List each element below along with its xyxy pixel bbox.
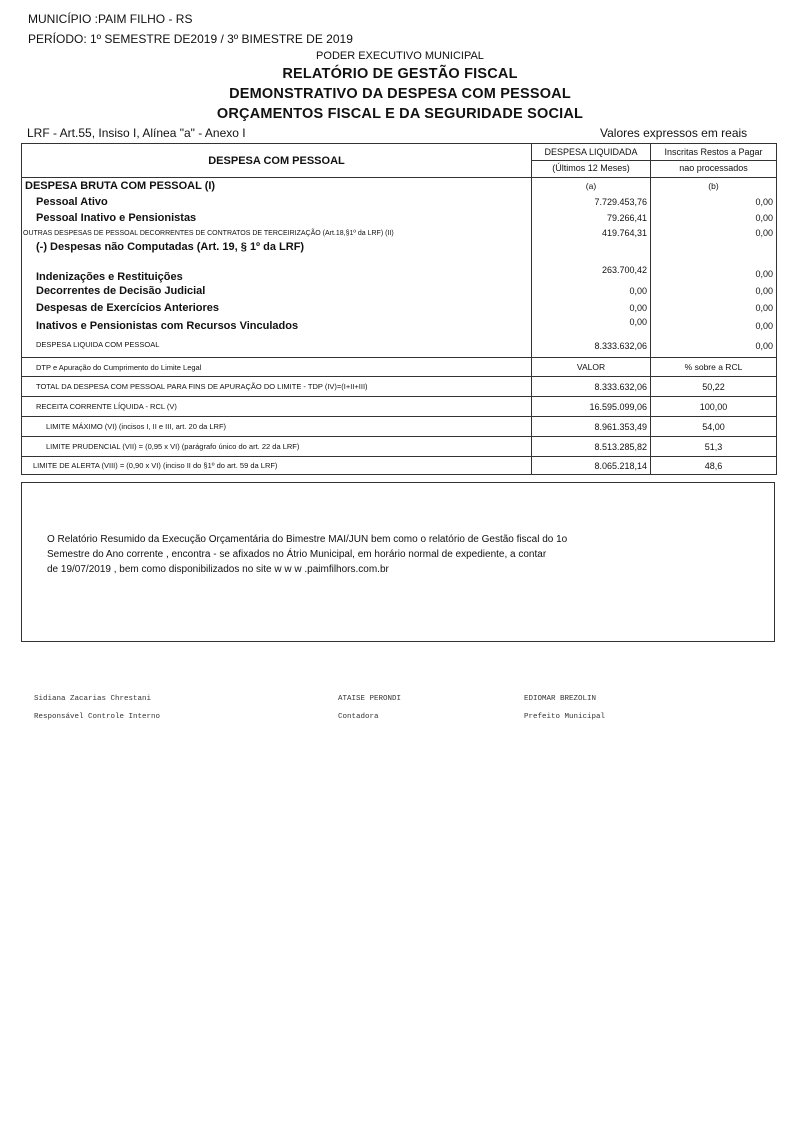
row-value-a: 0,00 [532,283,651,300]
row-value-a: 0,00 [532,300,651,317]
limit-label: RECEITA CORRENTE LÍQUIDA - RCL (V) [22,397,532,417]
dtp-header-row [22,358,777,377]
row-value-b: 0,00 [651,226,777,241]
row-value-a: 419.764,31 [532,226,651,241]
periodo-label: PERÍODO: 1º SEMESTRE DE2019 / 3º BIMESTRE DE 2019 [28,32,353,46]
col2-line1: DESPESA LIQUIDADA [544,147,638,157]
limit-valor: 8.065.218,14 [532,457,651,475]
table-header-row [22,144,777,178]
dtp-valor-header: VALOR [532,358,651,377]
row-label: Inativos e Pensionistas com Recursos Vinculados [22,317,532,336]
limit-row [22,437,777,457]
row-label: Indenizações e Restituições [22,265,532,283]
col3-line2: nao processados [651,160,776,176]
row-value-b: 0,00 [651,210,777,226]
signature-role-prefeito: Prefeito Municipal [524,713,606,721]
signature-name-prefeito: EDIOMAR BREZOLIN [524,695,597,703]
table-row [22,283,777,300]
row-value-b: 0,00 [651,336,777,358]
empty-cell [651,241,777,265]
table-row [22,210,777,226]
empty-cell [532,241,651,265]
row-value-b: 0,00 [651,283,777,300]
row-value-a: 0,00 [532,317,651,336]
limit-row [22,417,777,437]
signature-role-contadora: Contadora [338,713,379,721]
values-note: Valores expressos em reais [600,126,748,140]
row-label: OUTRAS DESPESAS DE PESSOAL DECORRENTES DE CONTRATOS DE TERCEIRIZAÇÃO (Art.18,§1º da LRF) (II) [22,226,532,241]
row-value-b: 0,00 [651,317,777,336]
table-row [22,336,777,358]
limit-pct: 50,22 [651,377,777,397]
row-label: DESPESA LIQUIDA COM PESSOAL [22,336,532,358]
signature-name-controle: Sidiana Zacarias Chrestani [34,695,152,703]
row-value-b: 0,00 [651,265,777,283]
limit-valor: 8.333.632,06 [532,377,651,397]
signature-name-contadora: ATAISE PERONDI [338,695,402,703]
row-label: Pessoal Inativo e Pensionistas [22,210,532,226]
dtp-label: DTP e Apuração do Cumprimento do Limite Legal [22,358,532,377]
row-label: DESPESA BRUTA COM PESSOAL (I) [22,178,532,194]
limit-row [22,457,777,475]
signature-role-controle: Responsável Controle Interno [34,713,161,721]
row-value-a: 7.729.453,76 [532,194,651,210]
col3-tag: (b) [651,178,777,194]
limit-label: LIMITE DE ALERTA (VIII) = (0,90 x VI) (inciso II do §1º do art. 59 da LRF) [22,457,532,475]
note-line: Semestre do Ano corrente , encontra - se afixados no Átrio Municipal, em horário normal de expediente, a contar [47,549,547,560]
row-label: Despesas de Exercícios Anteriores [22,300,532,317]
limit-pct: 51,3 [651,437,777,457]
col-header-despesa: DESPESA COM PESSOAL [22,144,532,178]
note-text [47,532,647,577]
table-row [22,178,777,194]
col3-line1: Inscritas Restos a Pagar [664,147,763,157]
limit-valor: 8.961.353,49 [532,417,651,437]
col2-line2: (Últimos 12 Meses) [532,160,650,176]
limit-label: LIMITE MÁXIMO (VI) (incisos I, II e III, art. 20 da LRF) [22,417,532,437]
dtp-pct-header: % sobre a RCL [651,358,777,377]
expense-table [21,143,777,475]
row-value-a: 263.700,42 [532,265,651,283]
lrf-reference: LRF - Art.55, Insiso I, Alínea "a" - Anexo I [27,126,246,140]
limit-label: TOTAL DA DESPESA COM PESSOAL PARA FINS DE APURAÇÃO DO LIMITE - TDP (IV)=(I+II+III) [22,377,532,397]
table-row [22,317,777,336]
table-row [22,300,777,317]
table-row [22,194,777,210]
note-line: de 19/07/2019 , bem como disponibilizados no site w w w .paimfilhors.com.br [47,564,389,575]
row-value-a: 79.266,41 [532,210,651,226]
limit-valor: 8.513.285,82 [532,437,651,457]
row-value-b: 0,00 [651,300,777,317]
row-label: Pessoal Ativo [22,194,532,210]
limit-pct: 48,6 [651,457,777,475]
row-value-b: 0,00 [651,194,777,210]
note-line: O Relatório Resumido da Execução Orçamentária do Bimestre MAI/JUN bem como o relatório de Gestão fiscal do 1o [47,534,568,545]
col2-tag: (a) [532,178,651,194]
municipio-label: MUNICÍPIO :PAIM FILHO - RS [28,12,193,26]
poder-label: PODER EXECUTIVO MUNICIPAL [316,50,484,62]
limit-row [22,377,777,397]
report-subtitle: DEMONSTRATIVO DA DESPESA COM PESSOAL [229,86,571,102]
limit-valor: 16.595.099,06 [532,397,651,417]
limit-label: LIMITE PRUDENCIAL (VII) = (0,95 x VI) (parágrafo único do art. 22 da LRF) [22,437,532,457]
limit-pct: 54,00 [651,417,777,437]
table-row [22,265,777,283]
limit-row [22,397,777,417]
table-row [22,226,777,241]
row-value-a: 8.333.632,06 [532,336,651,358]
col-header-liquidada [532,144,651,178]
row-label: (-) Despesas não Computadas (Art. 19, § 1º da LRF) [22,241,532,265]
limit-pct: 100,00 [651,397,777,417]
col-header-restos [651,144,777,178]
row-label: Decorrentes de Decisão Judicial [22,283,532,300]
report-title: RELATÓRIO DE GESTÃO FISCAL [282,66,518,82]
report-subtitle-2: ORÇAMENTOS FISCAL E DA SEGURIDADE SOCIAL [216,106,584,122]
table-row [22,241,777,265]
